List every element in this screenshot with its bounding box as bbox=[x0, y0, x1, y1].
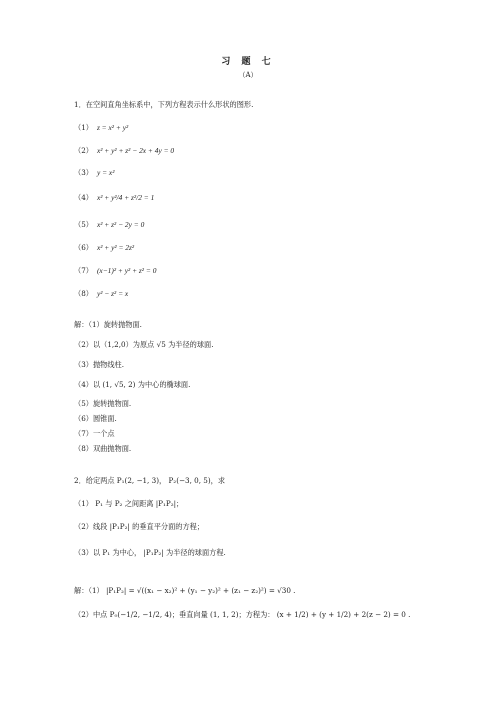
problem-1-item-6 bbox=[74, 243, 134, 253]
problem-1-item-4 bbox=[74, 193, 154, 203]
problem-2-item-1: （1） P₁ 与 P₂ 之间距离 |P₁P₂|； bbox=[74, 499, 184, 508]
answer-2-2: （2）中点 P₀(−1/2, −1/2, 4)；垂直向量 (1, 1, 2)；方程为： (x + 1/2) + (y + 1/2) + 2(z − 2) = 0 . bbox=[74, 610, 411, 619]
problem-1-item-1 bbox=[74, 123, 128, 133]
problem-2-item-3: （3）以 P₁ 为中心， |P₁P₂| 为半径的球面方程. bbox=[74, 548, 226, 557]
problem-2-item-2: （2）线段 |P₁P₂| 的垂直平分面的方程； bbox=[74, 522, 205, 531]
answer-1-5: （5）旋转抛物面. bbox=[74, 399, 132, 408]
problem-1-item-8 bbox=[74, 289, 128, 299]
answer-1-2: （2）以（1,2,0）为原点 √5 为半径的球面. bbox=[74, 340, 214, 349]
page-title: 习 题 七 bbox=[221, 57, 275, 67]
answer-1-8: （8）双曲抛物面. bbox=[74, 444, 132, 453]
item-label: （1） bbox=[74, 123, 93, 132]
page-subtitle: （A） bbox=[238, 71, 258, 79]
item-equation: x² + y² = 2z² bbox=[96, 243, 135, 252]
answer-2-1: 解：（1） |P₁P₂| = √((x₁ − x₂)² + (y₁ − y₂)² + (z₁ − z₂)²) = √30 . bbox=[74, 586, 296, 595]
problem-1-item-3 bbox=[74, 168, 114, 178]
item-equation: (x−1)² + y² + z² = 0 bbox=[96, 266, 157, 275]
item-label: （8） bbox=[74, 289, 93, 298]
problem-1-item-5 bbox=[74, 220, 144, 230]
answer-1-4: （4）以 (1, √5, 2) 为中心的椭球面. bbox=[74, 380, 191, 389]
item-label: （3） bbox=[74, 168, 93, 177]
problem-1-item-2 bbox=[74, 146, 174, 156]
answer-1-3: （3）抛物线柱. bbox=[74, 360, 124, 369]
answer-1-6: （6）圆锥面. bbox=[74, 414, 117, 423]
item-label: （2） bbox=[74, 146, 93, 155]
item-equation: z = x² + y² bbox=[96, 123, 129, 132]
item-label: （7） bbox=[74, 266, 93, 275]
item-equation: x² + y² + z² − 2x + 4y = 0 bbox=[96, 146, 175, 155]
item-label: （5） bbox=[74, 220, 93, 229]
problem-2-question: 2．给定两点 P₁(2, −1, 3)， P₂(−3, 0, 5)，求 bbox=[74, 476, 226, 485]
answer-1-1: 解：（1）旋转抛物面. bbox=[74, 320, 142, 329]
item-equation: y² − z² = x bbox=[96, 289, 129, 298]
problem-1-item-7 bbox=[74, 266, 156, 276]
item-equation: x² + z² − 2y = 0 bbox=[96, 220, 145, 229]
item-equation: y = x² bbox=[96, 168, 115, 177]
answer-1-7: （7）一个点 bbox=[74, 429, 115, 438]
item-equation: x² + y²/4 + z²/2 = 1 bbox=[96, 193, 155, 202]
item-label: （4） bbox=[74, 193, 93, 202]
item-label: （6） bbox=[74, 243, 93, 252]
problem-1-question: 1．在空间直角坐标系中，下列方程表示什么形状的图形. bbox=[74, 100, 254, 109]
